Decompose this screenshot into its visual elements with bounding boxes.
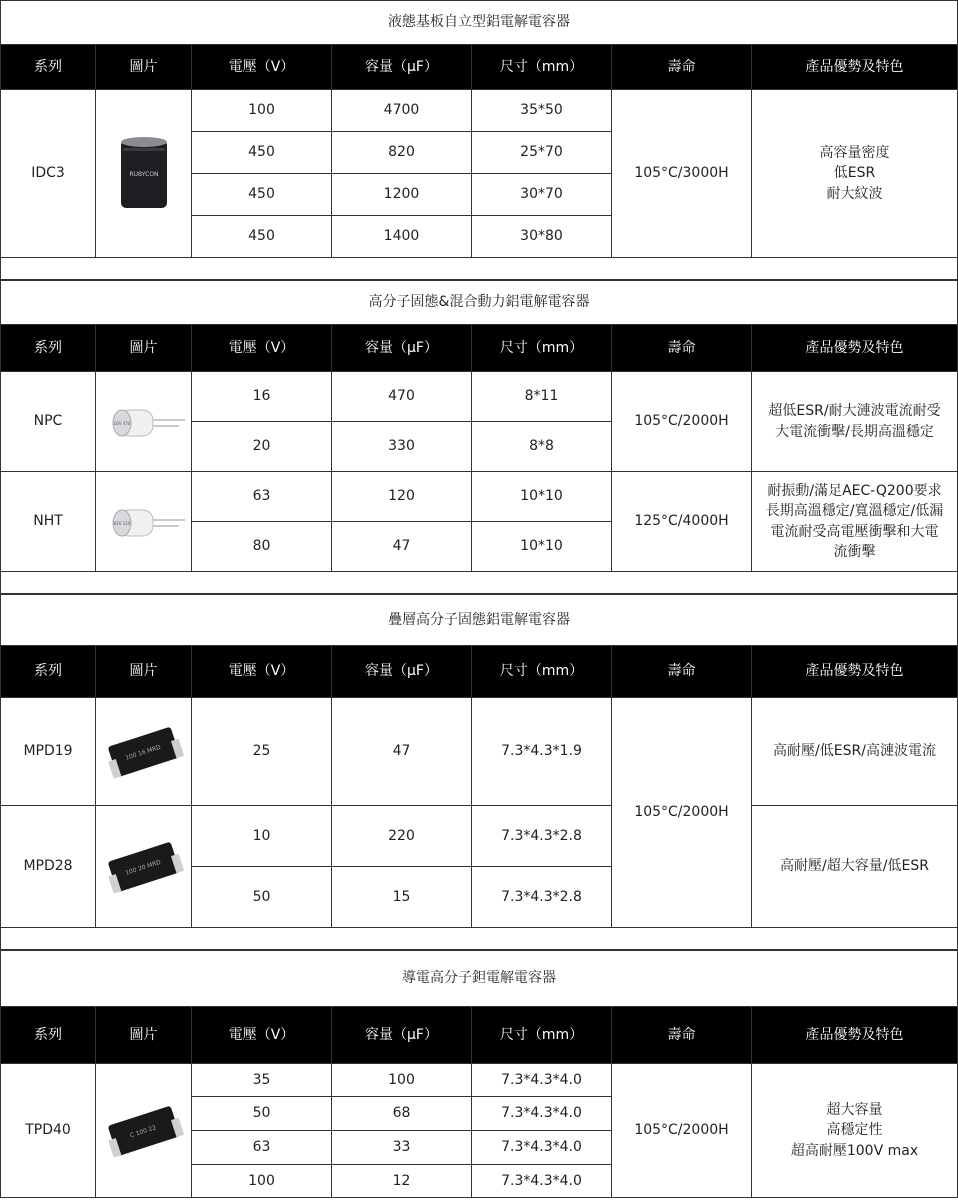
series-name — [0, 806, 96, 928]
spec-cell-text: 68 — [392, 1105, 411, 1122]
section-spacer — [0, 928, 958, 950]
spec-cell — [332, 372, 472, 422]
header-cell — [0, 646, 96, 698]
spec-cell — [192, 867, 332, 928]
life-cell-text: 105°C/2000H — [634, 1122, 729, 1139]
header-cell-text: 系列 — [34, 663, 62, 680]
series-name-text: IDC3 — [31, 165, 65, 182]
header-cell — [752, 646, 958, 698]
header-cell — [472, 1007, 612, 1064]
life-cell — [612, 372, 752, 472]
header-cell — [192, 646, 332, 698]
spec-cell-text: 10*10 — [520, 488, 563, 505]
spec-cell-text: 100 — [388, 1071, 415, 1088]
header-cell — [0, 325, 96, 372]
spec-cell — [472, 90, 612, 132]
spec-cell-text: 7.3*4.3*2.8 — [501, 827, 582, 844]
header-cell — [0, 45, 96, 90]
header-cell — [96, 646, 192, 698]
features-cell — [752, 90, 958, 258]
header-cell-text: 圖片 — [129, 663, 158, 680]
series-name-text: NHT — [33, 513, 63, 530]
header-cell — [612, 646, 752, 698]
header-cell — [472, 45, 612, 90]
spec-cell-text: 7.3*4.3*2.8 — [501, 888, 582, 905]
section-title-text: 疊層高分子固態鋁電解電容器 — [388, 611, 570, 628]
header-cell-text: 系列 — [34, 339, 62, 356]
spec-cell — [332, 422, 472, 472]
header-cell-text: 圖片 — [129, 339, 158, 356]
spec-cell — [192, 372, 332, 422]
header-cell — [332, 646, 472, 698]
spec-cell-text: 50 — [252, 1105, 271, 1122]
spec-cell — [472, 806, 612, 867]
spec-cell-text: 100 — [248, 102, 275, 119]
series-name — [0, 472, 96, 572]
smd-capacitor-image — [99, 827, 189, 907]
series-name-text: MPD19 — [23, 743, 73, 760]
spec-cell — [472, 867, 612, 928]
features-cell — [752, 806, 958, 928]
life-cell-text: 105°C/2000H — [634, 413, 729, 430]
image-cell — [96, 372, 192, 472]
spec-cell-text: 330 — [388, 438, 415, 455]
spec-cell-text: 450 — [248, 186, 275, 203]
features-cell-text: 耐振動/滿足AEC-Q200要求 長期高溫穩定/寬溫穩定/低漏 電流耐受高電壓衝擊和大電 流衝擊 — [765, 482, 944, 560]
spec-cell-text: 33 — [392, 1139, 411, 1156]
smd-capacitor-image — [99, 1091, 189, 1171]
spec-cell-text: 120 — [388, 488, 415, 505]
header-cell — [332, 325, 472, 372]
life-cell — [612, 1064, 752, 1198]
spec-cell-text: 47 — [392, 538, 411, 555]
spec-cell-text: 10*10 — [520, 538, 563, 555]
section-title-text: 高分子固態&混合動力鋁電解電容器 — [368, 294, 590, 311]
spec-cell — [472, 1097, 612, 1131]
spec-cell — [332, 1097, 472, 1131]
life-cell-text: 105°C/3000H — [634, 165, 729, 182]
header-cell-text: 壽命 — [667, 339, 696, 356]
section-spacer — [0, 258, 958, 280]
header-cell — [192, 325, 332, 372]
spec-cell-text: 35*50 — [520, 102, 563, 119]
spec-cell — [472, 372, 612, 422]
spec-cell — [192, 1131, 332, 1165]
spec-cell-text: 63 — [252, 488, 271, 505]
series-name-text: TPD40 — [25, 1122, 71, 1139]
spec-cell — [472, 422, 612, 472]
series-name-text: NPC — [33, 413, 63, 430]
spec-cell-text: 7.3*4.3*4.0 — [501, 1105, 582, 1122]
svg-text:RUBYCON: RUBYCON — [128, 170, 159, 178]
spec-cell — [472, 522, 612, 572]
spec-cell — [472, 698, 612, 806]
header-cell — [96, 1007, 192, 1064]
section-title-text: 液態基板自立型鋁電解電容器 — [388, 14, 570, 31]
spec-cell-text: 1200 — [383, 186, 420, 203]
features-cell-text: 高耐壓/低ESR/高漣波電流 — [773, 743, 936, 760]
header-cell-text: 尺寸（mm） — [499, 339, 584, 356]
image-cell — [96, 698, 192, 806]
spec-cell — [332, 1064, 472, 1097]
life-cell-text: 105°C/2000H — [634, 804, 729, 821]
header-cell — [612, 1007, 752, 1064]
spec-cell-text: 7.3*4.3*4.0 — [501, 1139, 582, 1156]
header-cell — [612, 325, 752, 372]
spec-cell — [192, 472, 332, 522]
spec-cell-text: 7.3*4.3*4.0 — [501, 1071, 582, 1088]
spec-cell — [192, 174, 332, 216]
spec-cell — [332, 698, 472, 806]
series-name — [0, 1064, 96, 1198]
features-cell-text: 高耐壓/超大容量/低ESR — [780, 858, 929, 875]
section-title-text: 導電高分子鉭電解電容器 — [402, 970, 556, 987]
spec-cell — [192, 806, 332, 867]
spec-cell — [332, 472, 472, 522]
spec-cell — [472, 1064, 612, 1097]
spec-cell-text: 15 — [392, 888, 411, 905]
header-cell-text: 圖片 — [129, 58, 158, 75]
spec-cell — [332, 1165, 472, 1198]
spec-cell-text: 7.3*4.3*4.0 — [501, 1172, 582, 1189]
spec-cell-text: 8*8 — [529, 438, 554, 455]
features-cell-text: 高容量密度 低ESR 耐大紋波 — [819, 145, 890, 202]
header-cell-text: 壽命 — [667, 663, 696, 680]
series-name — [0, 90, 96, 258]
header-cell — [472, 325, 612, 372]
spec-cell — [332, 216, 472, 258]
header-cell-text: 產品優勢及特色 — [805, 663, 904, 680]
section-title — [0, 280, 958, 325]
header-cell-text: 系列 — [34, 1026, 62, 1043]
spec-cell — [332, 174, 472, 216]
header-cell-text: 壽命 — [667, 1026, 696, 1043]
features-cell-text: 超低ESR/耐大漣波電流耐受 大電流衝擊/長期高溫穩定 — [768, 403, 941, 440]
spec-cell — [192, 698, 332, 806]
spec-cell-text: 820 — [388, 144, 415, 161]
spec-cell-text: 30*70 — [520, 186, 563, 203]
spec-cell-text: 1400 — [383, 228, 420, 245]
header-cell-text: 容量（μF） — [365, 339, 438, 356]
spec-cell — [472, 174, 612, 216]
spec-cell — [332, 1131, 472, 1165]
spec-cell-text: 450 — [248, 228, 275, 245]
spec-cell — [332, 90, 472, 132]
svg-text:100 16 MRD: 100 16 MRD — [124, 743, 162, 762]
header-cell-text: 容量（μF） — [365, 1026, 438, 1043]
header-cell-text: 產品優勢及特色 — [805, 1026, 904, 1043]
header-cell-text: 電壓（V） — [228, 339, 295, 356]
header-cell-text: 尺寸（mm） — [499, 1026, 584, 1043]
features-cell — [752, 1064, 958, 1198]
features-cell — [752, 472, 958, 572]
header-cell — [752, 325, 958, 372]
radial-capacitor-image — [99, 382, 189, 462]
svg-text:16V 470: 16V 470 — [113, 420, 130, 426]
header-cell-text: 電壓（V） — [228, 58, 295, 75]
series-name — [0, 698, 96, 806]
series-name — [0, 372, 96, 472]
spec-cell — [192, 1097, 332, 1131]
header-cell-text: 產品優勢及特色 — [805, 339, 904, 356]
image-cell — [96, 806, 192, 928]
header-cell-text: 圖片 — [129, 1026, 158, 1043]
svg-text:C 100 22: C 100 22 — [128, 1123, 157, 1139]
spec-cell — [472, 216, 612, 258]
features-cell — [752, 372, 958, 472]
life-cell — [612, 90, 752, 258]
can-capacitor-image — [99, 134, 189, 214]
header-cell — [192, 45, 332, 90]
spec-cell — [472, 132, 612, 174]
spec-cell — [192, 422, 332, 472]
features-cell-text: 超大容量 高穩定性 超高耐壓100V max — [790, 1102, 919, 1159]
spec-cell-text: 100 — [248, 1172, 275, 1189]
header-cell — [0, 1007, 96, 1064]
smd-capacitor-image — [99, 712, 189, 792]
spec-cell — [332, 132, 472, 174]
life-cell — [612, 698, 752, 928]
section-title — [0, 594, 958, 646]
spec-cell-text: 12 — [392, 1172, 411, 1189]
header-cell-text: 電壓（V） — [228, 663, 295, 680]
header-cell-text: 電壓（V） — [228, 1026, 295, 1043]
spec-cell-text: 25*70 — [520, 144, 563, 161]
spec-cell-text: 20 — [252, 438, 271, 455]
spec-cell-text: 25 — [252, 743, 271, 760]
spec-cell — [192, 1064, 332, 1097]
header-cell-text: 尺寸（mm） — [499, 663, 584, 680]
life-cell — [612, 472, 752, 572]
radial-capacitor-image — [99, 482, 189, 562]
spec-cell-text: 16 — [252, 388, 271, 405]
spec-cell — [192, 522, 332, 572]
header-cell-text: 尺寸（mm） — [499, 58, 584, 75]
spec-cell-text: 4700 — [383, 102, 420, 119]
spec-cell-text: 63 — [252, 1139, 271, 1156]
series-name-text: MPD28 — [23, 858, 73, 875]
header-cell — [96, 45, 192, 90]
spec-cell-text: 220 — [388, 827, 415, 844]
life-cell-text: 125°C/4000H — [634, 513, 729, 530]
header-cell — [472, 646, 612, 698]
header-cell-text: 產品優勢及特色 — [805, 58, 904, 75]
svg-text:63V 120: 63V 120 — [113, 520, 130, 526]
spec-cell-text: 7.3*4.3*1.9 — [501, 743, 582, 760]
spec-cell-text: 50 — [252, 888, 271, 905]
features-cell — [752, 698, 958, 806]
spec-cell-text: 80 — [252, 538, 271, 555]
section-title — [0, 0, 958, 45]
header-cell — [332, 45, 472, 90]
image-cell — [96, 90, 192, 258]
image-cell — [96, 1064, 192, 1198]
spec-cell — [192, 132, 332, 174]
spec-cell — [192, 216, 332, 258]
header-cell-text: 容量（μF） — [365, 58, 438, 75]
section-title — [0, 950, 958, 1007]
spec-cell — [192, 1165, 332, 1198]
spec-cell — [192, 90, 332, 132]
header-cell-text: 容量（μF） — [365, 663, 438, 680]
spec-cell-text: 10 — [252, 827, 271, 844]
header-cell — [752, 1007, 958, 1064]
image-cell — [96, 472, 192, 572]
spec-cell — [472, 1131, 612, 1165]
header-cell — [612, 45, 752, 90]
header-cell — [752, 45, 958, 90]
spec-cell-text: 470 — [388, 388, 415, 405]
spec-cell-text: 450 — [248, 144, 275, 161]
header-cell — [96, 325, 192, 372]
header-cell — [332, 1007, 472, 1064]
spec-cell — [332, 522, 472, 572]
spec-cell — [332, 867, 472, 928]
spec-cell-text: 8*11 — [524, 388, 559, 405]
spec-cell-text: 35 — [252, 1071, 271, 1088]
spec-cell-text: 30*80 — [520, 228, 563, 245]
section-spacer — [0, 572, 958, 594]
spec-cell — [472, 472, 612, 522]
header-cell-text: 系列 — [34, 58, 62, 75]
svg-text:100 20 MRD: 100 20 MRD — [124, 858, 162, 877]
header-cell-text: 壽命 — [667, 58, 696, 75]
header-cell — [192, 1007, 332, 1064]
spec-cell — [472, 1165, 612, 1198]
spec-cell — [332, 806, 472, 867]
spec-cell-text: 47 — [392, 743, 411, 760]
